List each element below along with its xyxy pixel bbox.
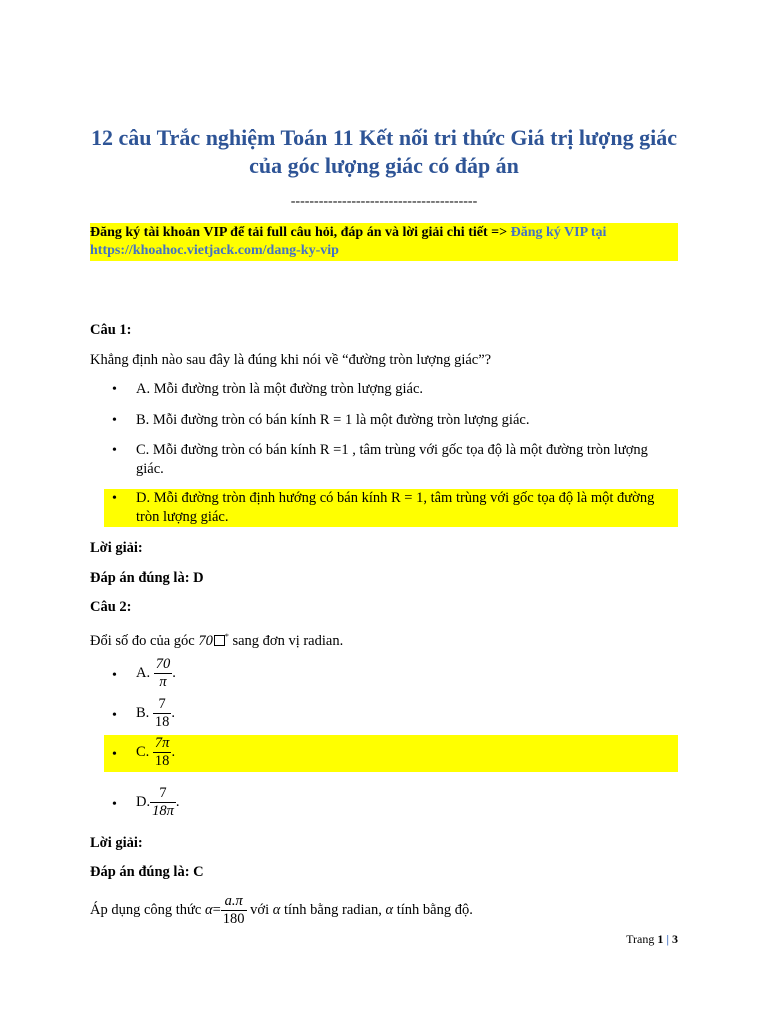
degree-placeholder-icon [214, 635, 225, 646]
q2-solution-label: Lời giải: [90, 835, 143, 851]
fraction: $\frac{7}{18\pi}$ [152, 785, 174, 819]
page-footer: Trang 1 | 3 [626, 932, 678, 946]
document-page: 12 câu Trắc nghiệm Toán 11 Kết nối tri thức Giá trị lượng giác của góc lượng giác có đáp án ---------------------------------------- Đăng ký tài khoản VIP để tải full câu hỏi, đáp án và lời giải chi tiết => Đăng ký VIP tại https://khoahoc.vietjack.com/dang-ky-vip Câu 1: Khẳng định nào sau đây là đúng khi nói về “đường tròn lượng giác”? • A. Mỗi đường tròn là một đường tròn lượng giác. • B. Mỗi đường tròn có bán kính R = 1 là một đường tròn lượng giác. • C. Mỗi đường tròn có bán kính R =1 , tâm trùng với gốc tọa độ là một đường tròn lượng giác. • D. Mỗi đường tròn định hướng có bán kính R = 1, tâm trùng với gốc tọa độ là một đường tròn lượng giác. Lời giải: Đáp án đúng là: D Câu 2: Đổi số đo của góc 70 * sang đơn vị radian. • A. $\frac{70}{\pi}$ . • B. $\frac{7}{18}$ . • C. $\frac{7\pi}{18}$ . • D. $\frac{7}{18\pi}$ . Lời giải: Đáp án đúng là: C Áp dụng công thức α= $\frac{a.\pi}{180}$ với α tính bằng radian, α tính bằng độ. Trang 1 | 3 [90, 125, 678, 946]
q1-option-d: • D. Mỗi đường tròn định hướng có bán kính R = 1, tâm trùng với gốc tọa độ là một đường tròn lượng giác. [104, 489, 678, 527]
formula-fraction: $\frac{a.\pi}{180}$ [222, 893, 245, 928]
vip-banner [90, 223, 678, 261]
q2-option-d: • D. $\frac{7}{18\pi}$ . [112, 785, 180, 819]
q1-label: Câu 1: [90, 322, 132, 338]
vip-lead: Đăng ký tài khoản VIP để tải full câu hỏi, đáp án và lời giải chi tiết => [90, 225, 508, 240]
bullet-icon: • [112, 747, 117, 762]
fraction: $\frac{70}{\pi}$ [155, 656, 171, 690]
bullet-icon: • [112, 708, 117, 723]
bullet-icon: • [112, 797, 117, 812]
q1-question: Khẳng định nào sau đây là đúng khi nói về “đường tròn lượng giác”? [90, 352, 492, 368]
divider: ---------------------------------------- [290, 194, 478, 209]
bullet-icon: • [112, 443, 117, 458]
q2-question: Đổi số đo của góc 70 * sang đơn vị radian. [90, 632, 344, 649]
q1-answer: Đáp án đúng là: D [90, 570, 204, 586]
q2-formula-line: Áp dụng công thức α= $\frac{a.\pi}{180}$ với α tính bằng radian, α tính bằng độ. [90, 893, 473, 928]
fraction: $\frac{7}{18}$ [154, 696, 170, 730]
bullet-icon: • [112, 413, 117, 428]
bullet-icon: • [112, 668, 117, 683]
q2-option-b: • B. $\frac{7}{18}$ . [112, 696, 176, 730]
bullet-icon: • [112, 382, 117, 397]
q2-answer: Đáp án đúng là: C [90, 864, 204, 880]
q1-solution-label: Lời giải: [90, 540, 143, 556]
vip-link[interactable]: Đăng ký VIP tại https://khoahoc.vietjack.com/dang-ky-vip [90, 225, 607, 258]
page-title: 12 câu Trắc nghiệm Toán 11 Kết nối tri thức Giá trị lượng giác của góc lượng giác có đáp án [91, 125, 677, 178]
q2-label: Câu 2: [90, 599, 132, 615]
q2-option-a: • A. $\frac{70}{\pi}$ . [112, 656, 176, 690]
angle-value: 70 [198, 632, 213, 649]
bullet-icon: • [112, 491, 117, 506]
fraction: $\frac{7\pi}{18}$ [154, 735, 170, 769]
q2-option-c: • C. $\frac{7\pi}{18}$ . [104, 735, 678, 772]
